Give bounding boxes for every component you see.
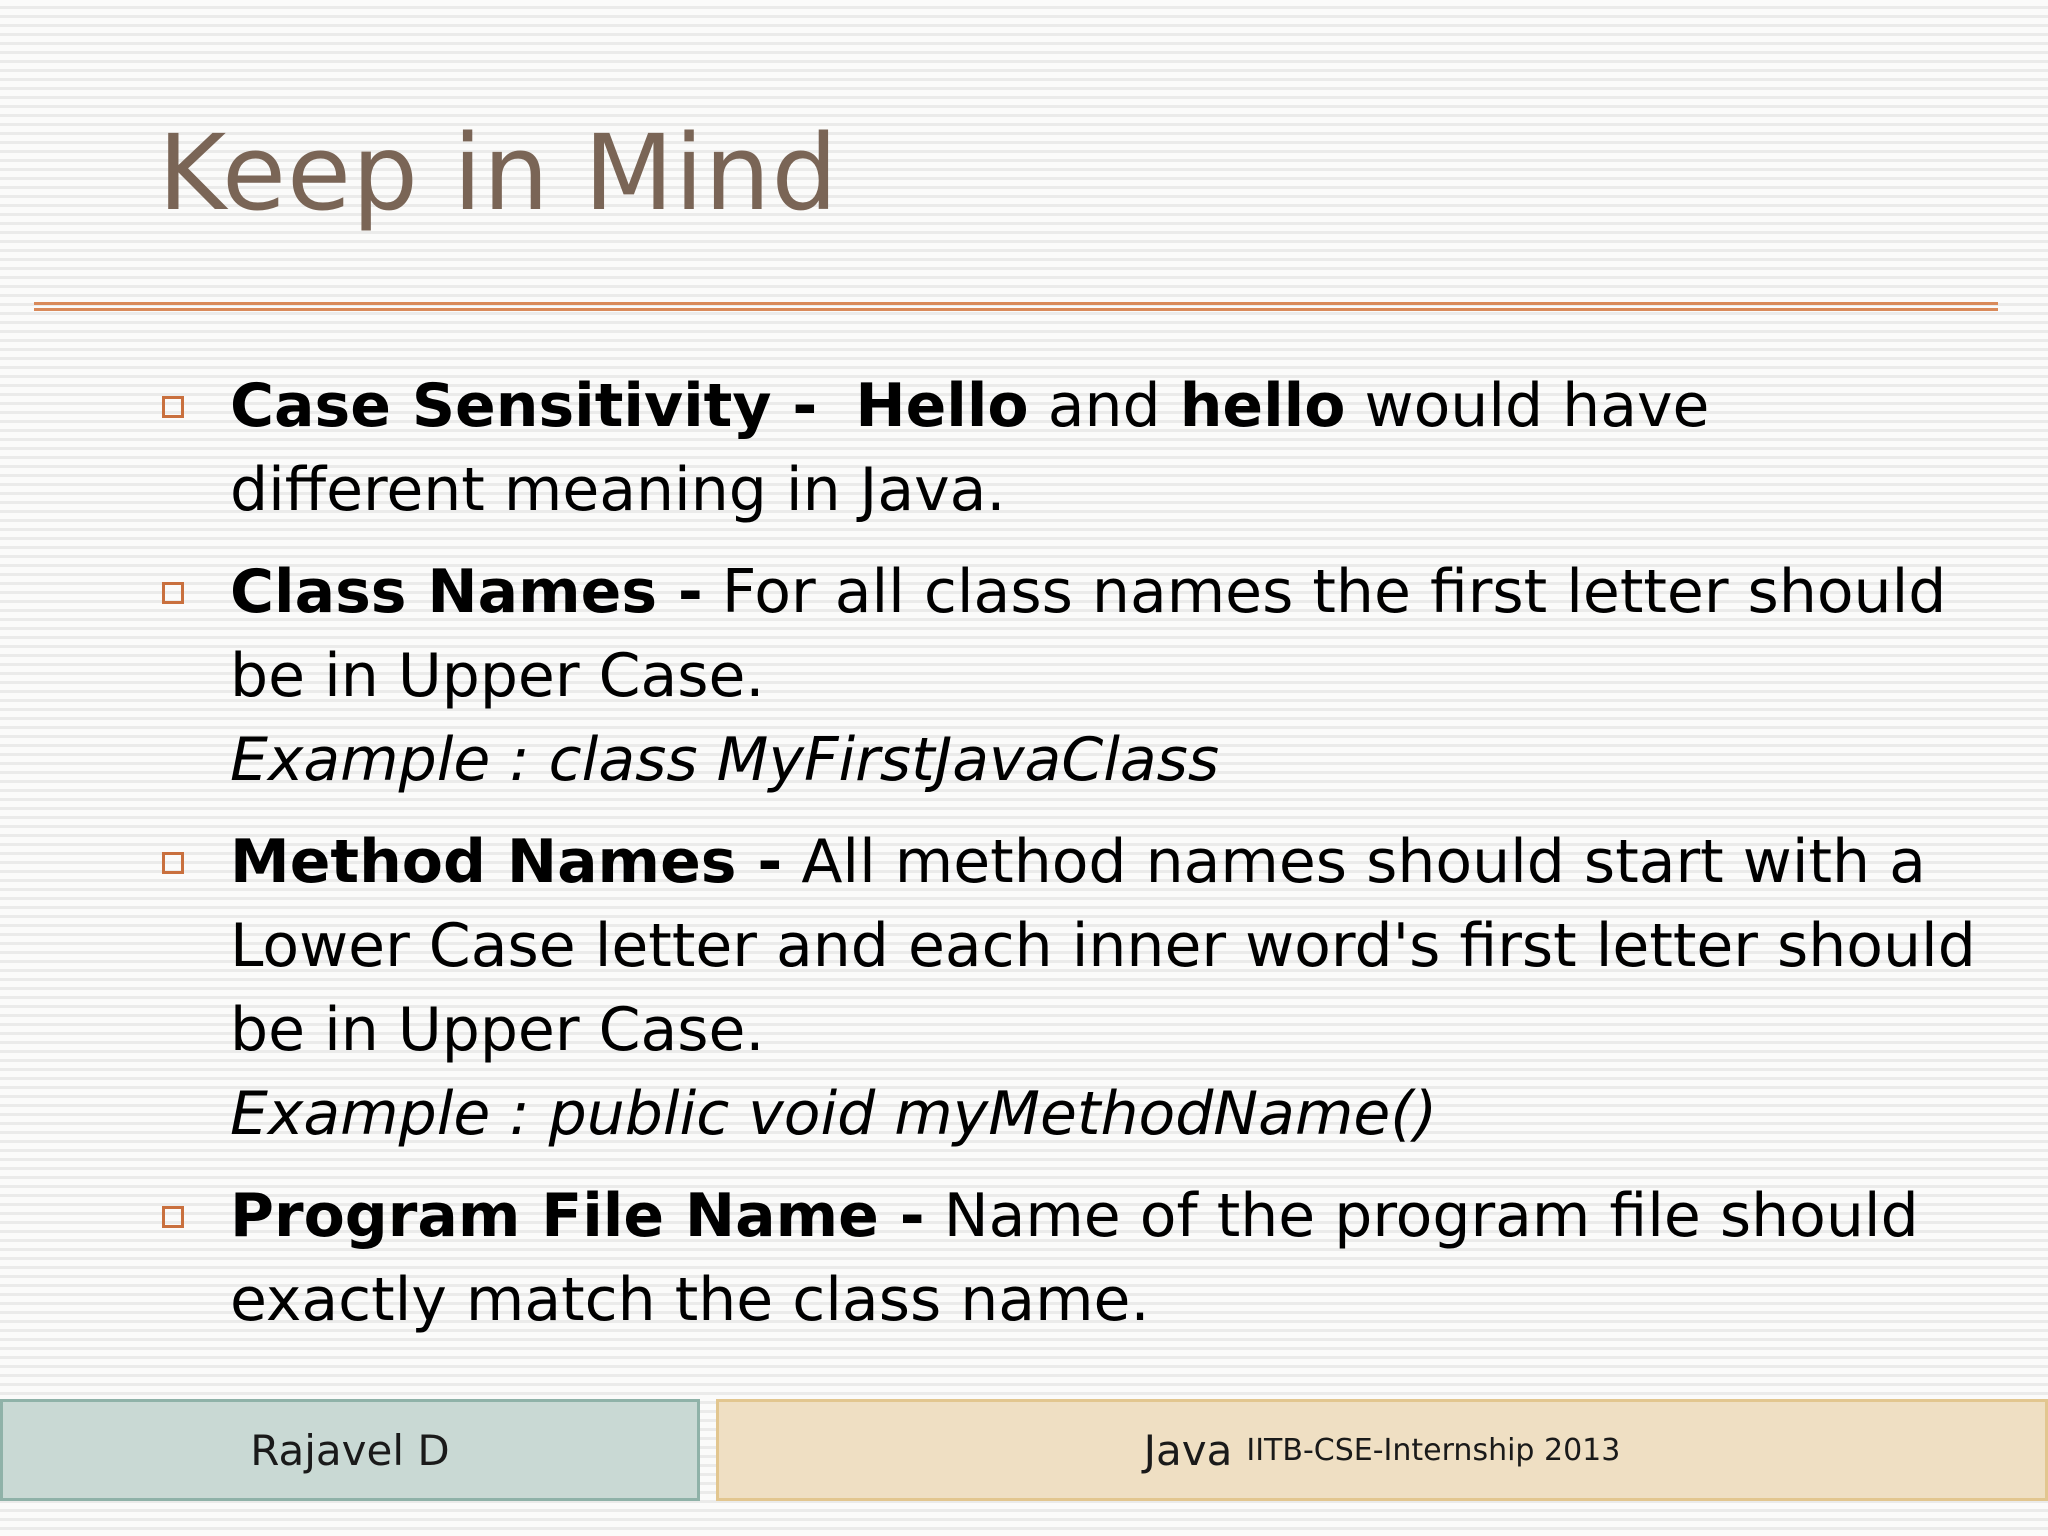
divider-line-bottom [34, 308, 1998, 311]
term-hello: Hello [855, 371, 1029, 441]
bullet-text: and [1028, 371, 1180, 441]
bullet-text: For all class names the first letter should be in Upper Case. [230, 557, 1947, 711]
bullet-text: All method names should start with a Lower Case letter and each inner word's first letter should be in Upper Case. [230, 827, 1976, 1065]
footer-event: IITB-CSE-Internship 2013 [1246, 1432, 1621, 1468]
bullet-example: Example : class MyFirstJavaClass [230, 725, 1220, 795]
bullet-heading: Program File Name - [230, 1181, 925, 1251]
bullet-text: Name of the program file should exactly match the class name. [230, 1181, 1919, 1335]
footer-course-box [716, 1399, 2048, 1501]
bullet-example: Example : public void myMethodName() [230, 1079, 1438, 1149]
square-bullet-icon [162, 396, 184, 418]
term-hello-lower: hello [1179, 371, 1346, 441]
bullet-list [156, 364, 1976, 1360]
title-divider [34, 302, 1998, 310]
footer-author-box [0, 1399, 700, 1501]
footer-author: Rajavel D [250, 1425, 450, 1475]
bullet-heading: Case Sensitivity - [230, 371, 818, 441]
square-bullet-icon [162, 1206, 184, 1228]
slide-title: Keep in Mind [158, 112, 839, 234]
bullet-program-file-name [156, 1174, 1976, 1342]
bullet-method-names [156, 820, 1976, 1156]
divider-line-top [34, 302, 1998, 305]
bullet-heading: Method Names - [230, 827, 783, 897]
bullet-text: would have different meaning in Java. [230, 371, 1710, 525]
bullet-case-sensitivity [156, 364, 1976, 532]
square-bullet-icon [162, 582, 184, 604]
bullet-class-names [156, 550, 1976, 802]
bullet-heading: Class Names - [230, 557, 703, 627]
footer-course: Java [1143, 1425, 1233, 1475]
square-bullet-icon [162, 852, 184, 874]
